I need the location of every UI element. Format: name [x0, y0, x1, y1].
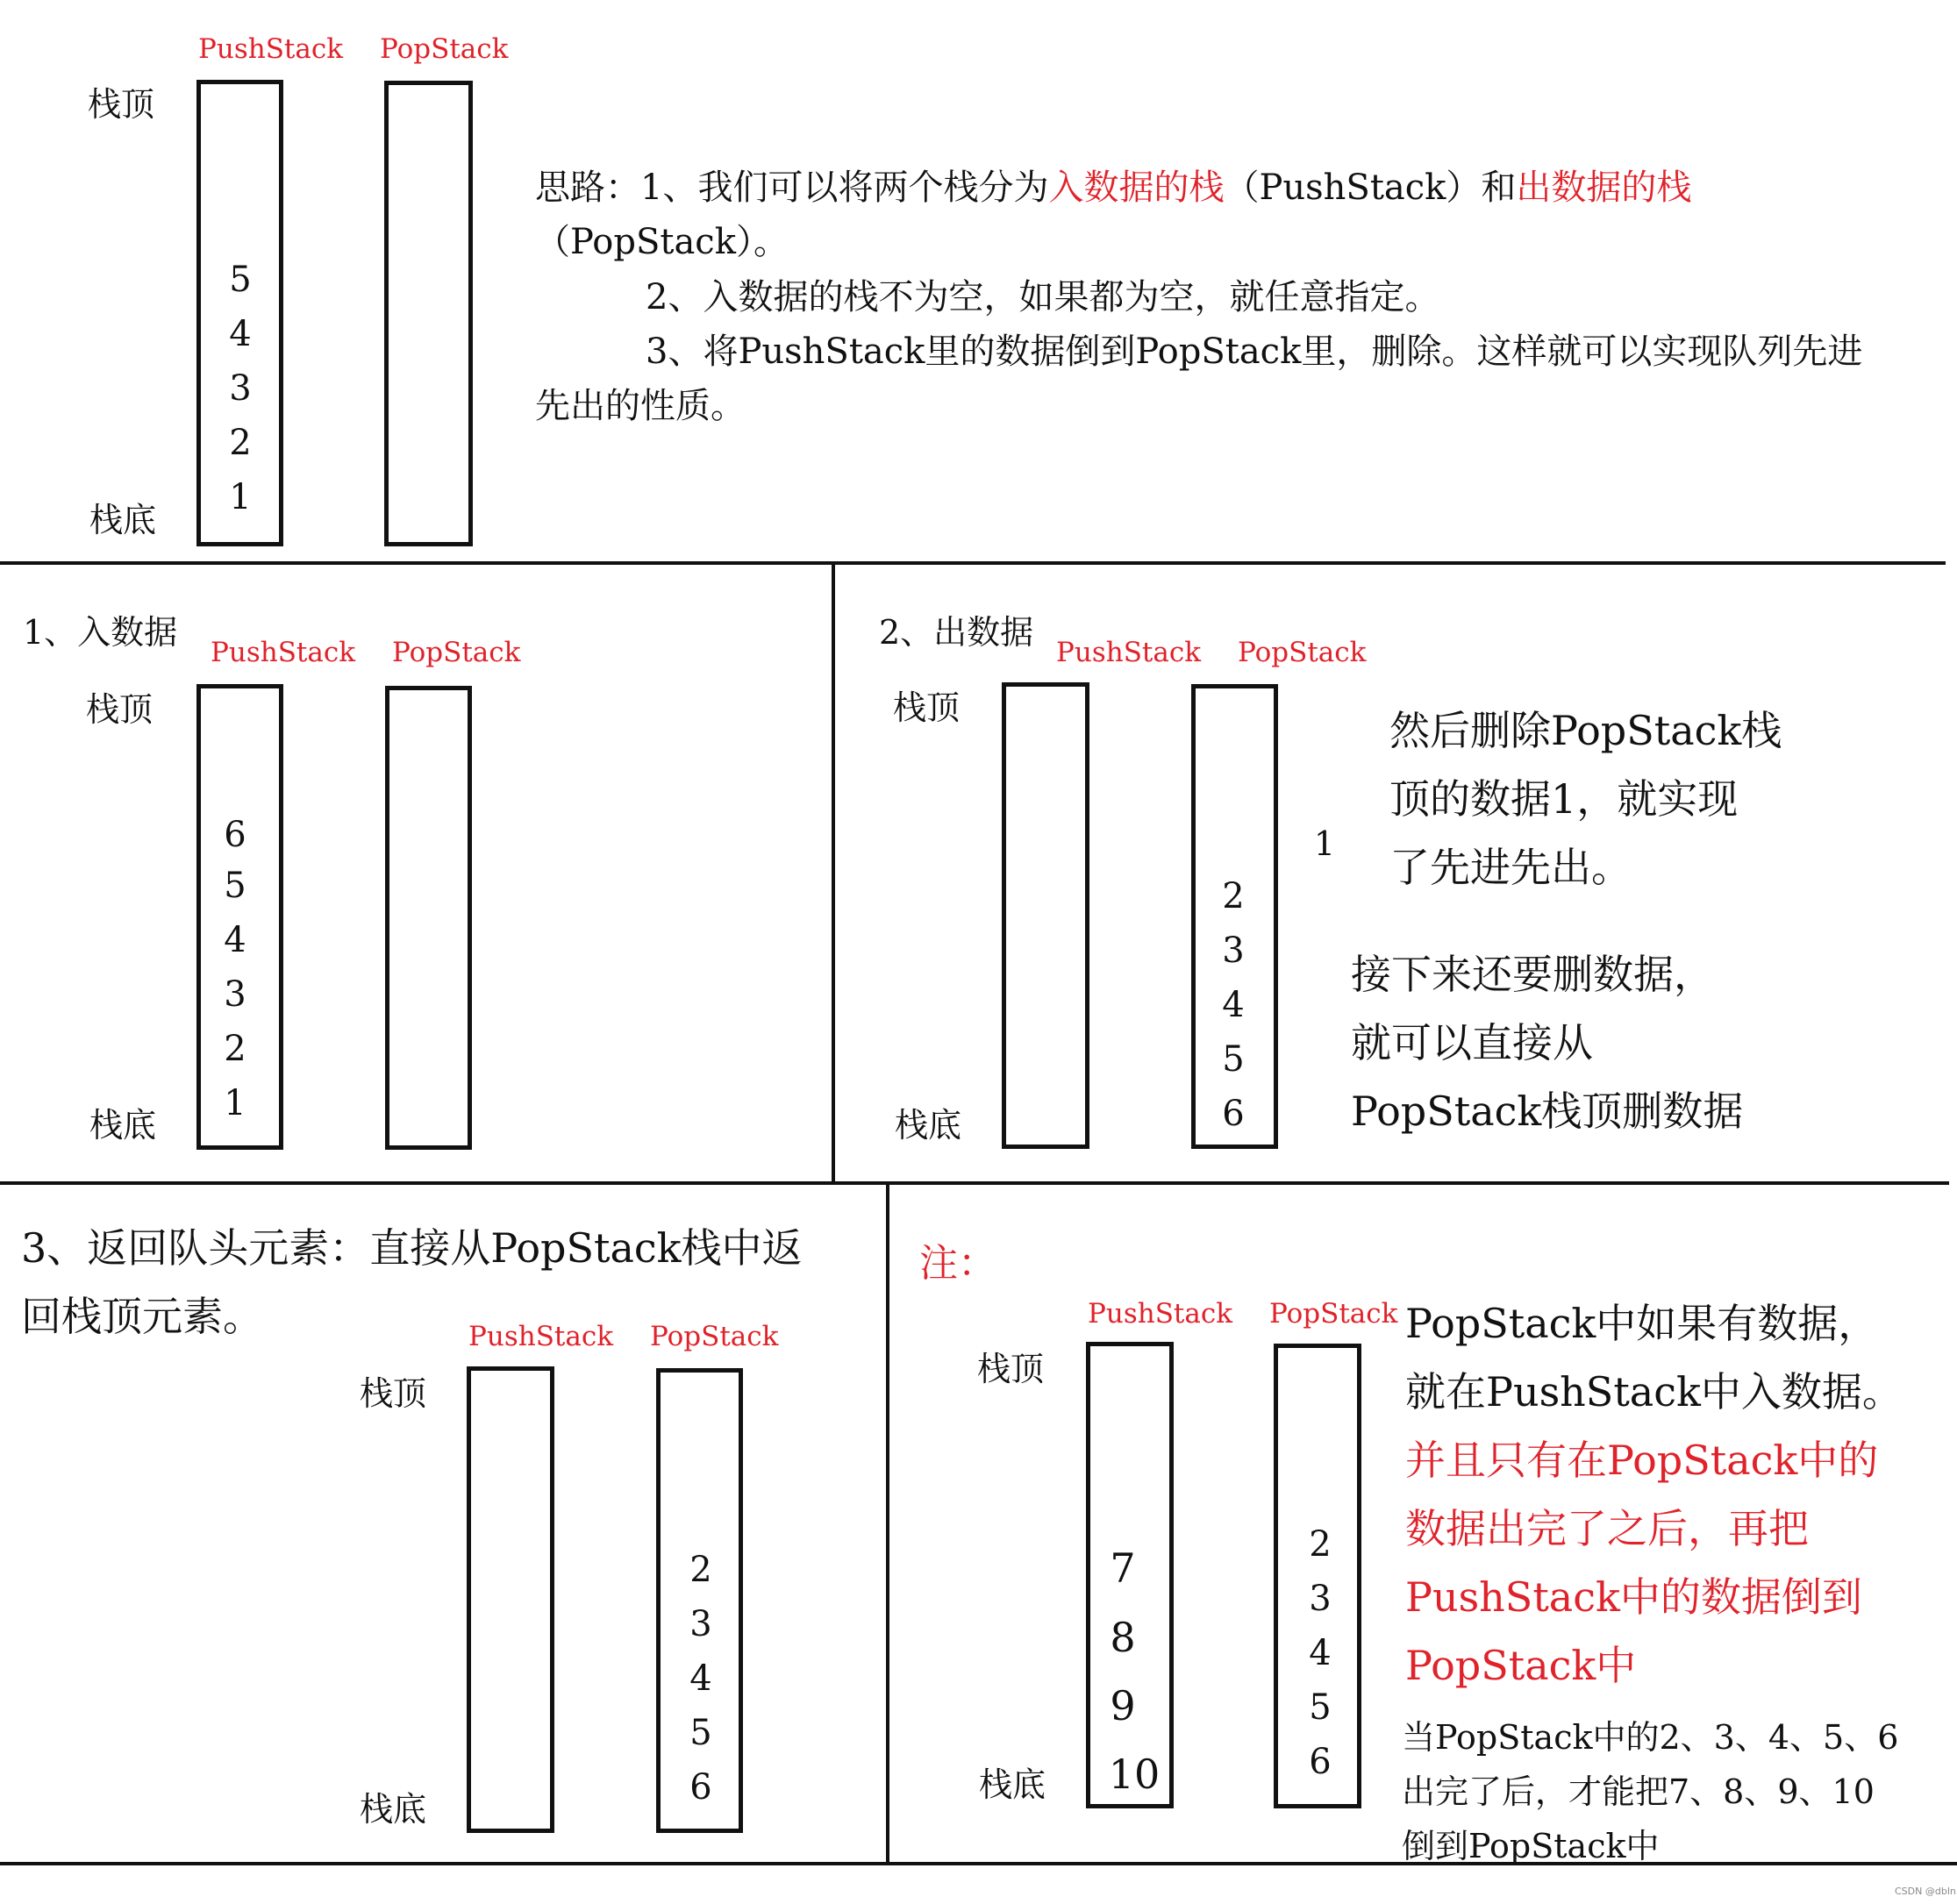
panel4-push-value: 9 [1110, 1682, 1136, 1729]
panel4-pop-value: 6 [1309, 1742, 1332, 1782]
panel4-note-line: 就在PushStack中入数据。 [1405, 1368, 1903, 1416]
panel2-title: 2、出数据 [879, 613, 1034, 652]
intro-push-value: 2 [229, 423, 252, 463]
panel1-push-value: 1 [224, 1083, 246, 1123]
panel3-pop-value: 3 [689, 1604, 712, 1644]
intro-push-value: 3 [229, 368, 252, 409]
panel4-push-value: 7 [1110, 1544, 1136, 1592]
panel4-note-red-line: PopStack中 [1405, 1642, 1637, 1689]
panel1-push-value: 5 [224, 866, 246, 906]
panel2-removed-value: 1 [1313, 824, 1336, 863]
panel3-title-line2: 回栈顶元素。 [21, 1293, 263, 1340]
divider-top [0, 561, 1946, 565]
panel3-pop-value: 5 [689, 1713, 712, 1753]
panel2-note1-line: 了先进先出。 [1389, 844, 1632, 891]
panel4-push-value: 8 [1110, 1614, 1136, 1661]
panel4-pop-value: 4 [1309, 1633, 1332, 1673]
intro-line2: （PopStack）。 [535, 222, 789, 262]
intro-push-value: 5 [229, 260, 252, 300]
intro-push-value: 4 [229, 314, 252, 354]
panel2-pop-label: PopStack [1238, 637, 1367, 668]
panel1-top-label: 栈顶 [86, 690, 154, 729]
panel2-pop-value: 3 [1222, 931, 1245, 971]
panel4-pop-value: 5 [1309, 1687, 1332, 1728]
panel1-bottom-label: 栈底 [89, 1106, 157, 1145]
intro-line1-a: 思路：1、我们可以将两个栈分为 [535, 168, 1049, 208]
panel2-pop-value: 4 [1222, 985, 1245, 1025]
panel1-push-value: 2 [224, 1029, 246, 1069]
intro-line3: 2、入数据的栈不为空，如果都为空，就任意指定。 [646, 277, 1440, 317]
panel4-pop-label: PopStack [1269, 1298, 1398, 1330]
intro-bottom-label: 栈底 [89, 501, 157, 539]
panel2-pop-value: 2 [1222, 876, 1245, 916]
panel2-note2-line: 接下来还要删数据， [1351, 951, 1714, 998]
intro-line4: 3、将PushStack里的数据倒到PopStack里，删除。这样就可以实现队列先进 [646, 332, 1863, 372]
panel4-note-small-line: 出完了后，才能把7、8、9、10 [1402, 1772, 1875, 1811]
panel2-note1-line: 顶的数据1，就实现 [1389, 775, 1739, 823]
panel3-pop-value: 6 [689, 1767, 712, 1808]
panel3-push-stack [467, 1366, 554, 1833]
panel2-top-label: 栈顶 [893, 688, 961, 727]
panel4-note-red-line: PushStack中的数据倒到 [1405, 1573, 1862, 1621]
intro-pop-label: PopStack [380, 33, 509, 65]
panel1-pop-label: PopStack [392, 637, 521, 668]
intro-pop-stack [384, 81, 473, 546]
panel2-bottom-label: 栈底 [895, 1106, 962, 1145]
panel2-pop-value: 6 [1222, 1094, 1245, 1134]
panel4-push-value: 10 [1108, 1751, 1161, 1798]
panel1-push-value: 3 [224, 974, 246, 1015]
intro-line1-d: 出数据的栈 [1516, 168, 1692, 208]
panel3-title-line1: 3、返回队头元素：直接从PopStack栈中返 [21, 1224, 803, 1272]
panel4-note-line: PopStack中如果有数据， [1405, 1300, 1879, 1347]
panel4-pop-value: 2 [1309, 1524, 1332, 1565]
panel4-push-label: PushStack [1088, 1298, 1233, 1330]
panel3-top-label: 栈顶 [360, 1374, 427, 1413]
intro-line1-c: （PushStack）和 [1224, 168, 1517, 208]
panel4-pop-stack [1274, 1344, 1361, 1808]
panel4-title: 注： [919, 1241, 996, 1286]
panel3-pop-value: 4 [689, 1658, 712, 1699]
panel2-pop-value: 5 [1222, 1039, 1245, 1080]
panel3-push-label: PushStack [468, 1321, 614, 1352]
panel2-note2-line: PopStack栈顶删数据 [1351, 1087, 1744, 1135]
panel2-push-label: PushStack [1056, 637, 1202, 668]
panel1-push-stack [196, 684, 283, 1150]
panel3-pop-stack [656, 1368, 743, 1833]
panel3-pop-label: PopStack [650, 1321, 779, 1352]
divider-middle [0, 1181, 1949, 1185]
intro-line5: 先出的性质。 [535, 386, 746, 426]
panel3-pop-value: 2 [689, 1550, 712, 1590]
panel3-bottom-label: 栈底 [360, 1790, 427, 1829]
intro-line1-b: 入数据的栈 [1048, 168, 1225, 208]
panel2-note1-line: 然后删除PopStack栈 [1389, 707, 1782, 754]
watermark: CSDN @dbln [1895, 1886, 1956, 1897]
panel4-bottom-label: 栈底 [979, 1765, 1046, 1804]
divider-mid-upper [832, 561, 835, 1184]
intro-line1 [535, 160, 1691, 215]
intro-top-label: 栈顶 [88, 85, 155, 124]
panel4-pop-value: 3 [1309, 1579, 1332, 1619]
divider-bottom [0, 1862, 1957, 1865]
panel1-push-value: 4 [224, 920, 246, 960]
panel4-top-label: 栈顶 [977, 1350, 1045, 1388]
panel1-push-label: PushStack [211, 637, 356, 668]
panel1-title: 1、入数据 [23, 613, 178, 652]
panel4-note-red-line: 数据出完了之后，再把 [1405, 1505, 1809, 1552]
divider-mid-lower [886, 1183, 889, 1863]
panel1-push-value: 6 [224, 815, 246, 855]
panel4-note-small-line: 当PopStack中的2、3、4、5、6 [1402, 1718, 1899, 1757]
panel2-note2-line: 就可以直接从 [1351, 1019, 1593, 1066]
panel1-pop-stack [385, 686, 472, 1150]
panel4-note-red-line: 并且只有在PopStack中的 [1405, 1437, 1879, 1484]
intro-push-label: PushStack [198, 33, 344, 65]
panel2-push-stack [1002, 682, 1089, 1149]
panel4-note-small-line: 倒到PopStack中 [1402, 1827, 1660, 1865]
intro-push-value: 1 [229, 477, 252, 517]
